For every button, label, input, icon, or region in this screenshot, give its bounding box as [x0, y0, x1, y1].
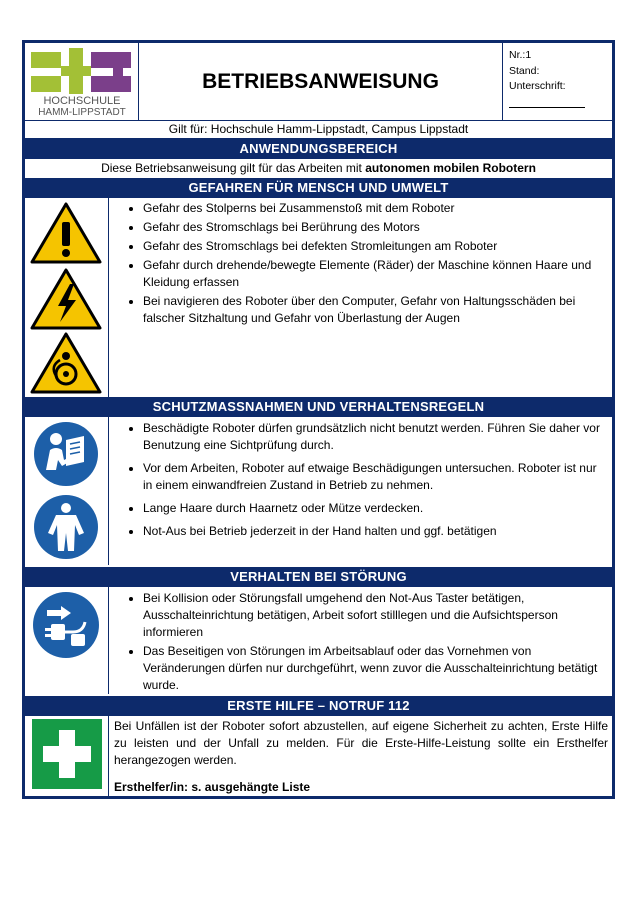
stand-label: Stand:: [509, 64, 540, 77]
erstehilfe-icon-column: [25, 716, 109, 796]
gefahren-list: [109, 200, 612, 397]
hochschule-logo-icon: [29, 46, 135, 98]
section-heading-gefahren: GEFAHREN FÜR MENSCH UND UMWELT: [25, 178, 612, 198]
logo-line-1: HOCHSCHULE: [43, 95, 121, 107]
stoerung-list: [109, 590, 612, 694]
unterschrift-label: Unterschrift:: [509, 80, 566, 92]
anwendungsbereich-text: [25, 159, 612, 177]
anwendungsbereich-text-bold: autonomen mobilen Robotern: [365, 161, 536, 175]
meta-cell: [503, 43, 612, 121]
section-heading-erste-hilfe: ERSTE HILFE – NOTRUF 112: [25, 696, 612, 716]
scope-line: Gilt für: Hochschule Hamm-Lippstadt, Campus Lippstadt: [25, 121, 612, 139]
gefahren-icon-column: [25, 198, 109, 397]
erstehilfe-paragraph: Bei Unfällen ist der Roboter sofort abzustellen, auf eigene Sicherheit zu achten, Erste Hilfe zu leisten und der Unfall zu melden. Für die Erste-Hilfe-Leistung sollte ein Ersthelfer herangezogen werden.: [114, 719, 608, 767]
gefahr-item: • Gefahr durch drehende/bewegte Elemente (Räder) der Maschine können Haare und Kleidung erfassen: [143, 257, 606, 291]
schutz-item: • Beschädigte Roboter dürfen grundsätzlich nicht benutzt werden. Führen Sie daher vor Benutzung eine Sichtprüfung durch.: [143, 420, 606, 454]
schutz-list: [109, 420, 612, 565]
erstehilfe-text: [109, 716, 612, 796]
logo-wordmark: [29, 96, 135, 118]
schutz-icon-column: [25, 417, 109, 565]
entanglement-hazard-icon: [30, 332, 102, 394]
stoerung-item: • Bei Kollision oder Störungsfall umgehend den Not-Aus Taster betätigen, Ausschalteinrichtung betätigen, Arbeit sofort stilllegen und die Aufsichtsperson informieren: [143, 590, 606, 641]
section-heading-stoerung: VERHALTEN BEI STÖRUNG: [25, 567, 612, 587]
operating-instructions-sheet: [22, 40, 615, 799]
gefahr-item: • Gefahr des Stolperns bei Zusammenstoß mit dem Roboter: [143, 200, 606, 217]
disconnect-before-work-icon: [31, 590, 101, 660]
logo-cell: [25, 43, 139, 121]
stoerung-icon-column: [25, 587, 109, 694]
document-title: BETRIEBSANWEISUNG: [139, 43, 503, 121]
schutz-item: • Vor dem Arbeiten, Roboter auf etwaige Beschädigungen untersuchen. Roboter ist nur in einem einwandfreien Zustand in Betrieb zu nehmen.: [143, 460, 606, 494]
protective-clothing-icon: [32, 493, 100, 561]
gefahr-item: • Bei navigieren des Roboter über den Computer, Gefahr von Haltungsschäden bei falscher Sitzhaltung und Gefahr von Überlastung der Augen: [143, 293, 606, 327]
first-aid-icon: [31, 718, 103, 790]
read-manual-icon: [32, 420, 100, 488]
ersthelfer-note: Ersthelfer/in: s. ausgehängte Liste: [114, 780, 311, 794]
warning-exclamation-icon: [30, 202, 102, 264]
schutz-item: • Not-Aus bei Betrieb jederzeit in der Hand halten und ggf. betätigen: [143, 523, 606, 540]
signature-line: [509, 107, 585, 108]
section-heading-schutzmassnahmen: SCHUTZMASSNAHMEN UND VERHALTENSREGELN: [25, 397, 612, 417]
electric-hazard-icon: [30, 268, 102, 330]
logo-line-2: HAMM-LIPPSTADT: [38, 107, 126, 118]
nr-label: Nr.:1: [509, 49, 532, 61]
stoerung-item: • Das Beseitigen von Störungen im Arbeitsablauf oder das Vornehmen von Veränderungen dürfen nur durchgeführt, wenn zuvor die Ausschalteinrichtung betätigt wurde.: [143, 643, 606, 694]
anwendungsbereich-text-plain: Diese Betriebsanweisung gilt für das Arbeiten mit: [101, 161, 366, 175]
gefahr-item: • Gefahr des Stromschlags bei Berührung des Motors: [143, 219, 606, 236]
gefahr-item: • Gefahr des Stromschlags bei defekten Stromleitungen am Roboter: [143, 238, 606, 255]
schutz-item: • Lange Haare durch Haarnetz oder Mütze verdecken.: [143, 500, 606, 517]
section-heading-anwendungsbereich: ANWENDUNGSBEREICH: [25, 139, 612, 159]
